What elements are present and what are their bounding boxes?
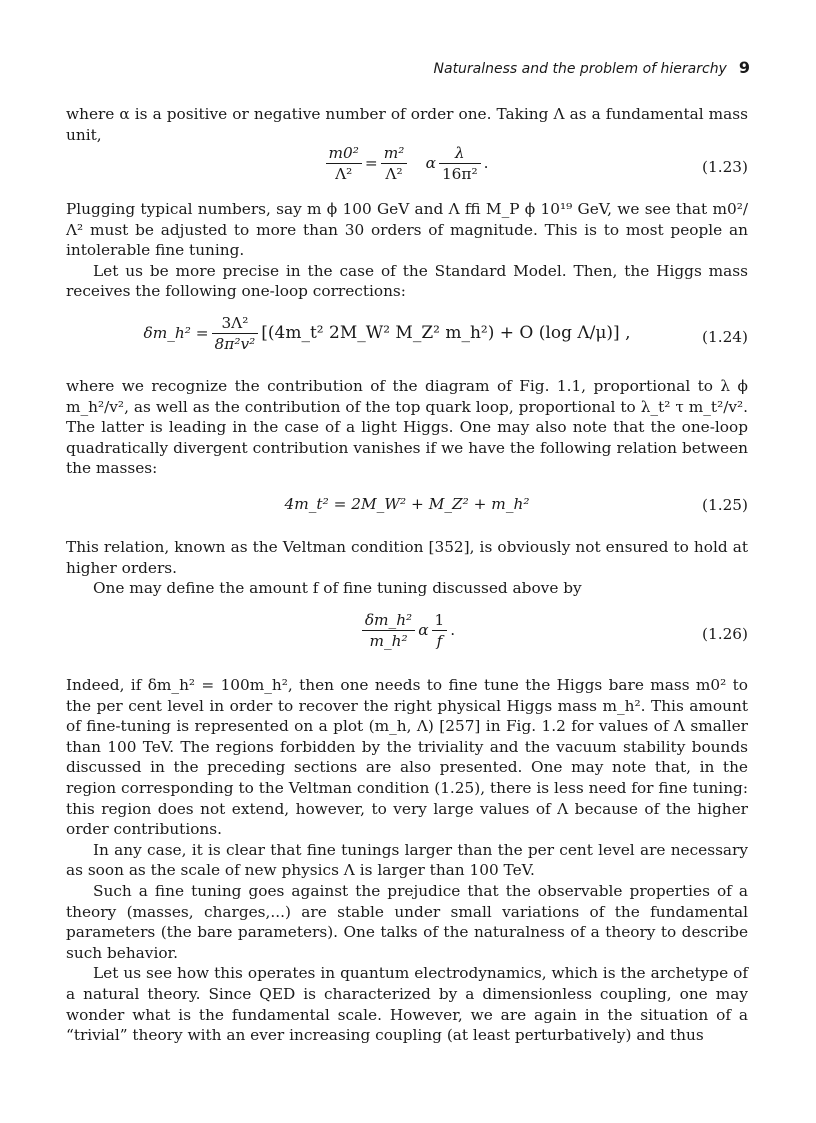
equation-1-24 [66, 314, 748, 362]
running-header [434, 58, 750, 77]
eq126-tail: . [450, 621, 456, 639]
eq124-prefactor-den: 8π²v² [214, 335, 256, 353]
eq123-number: (1.23) [702, 158, 748, 176]
paragraph-5 [66, 537, 748, 599]
eq123-rhs-den: 16π² [441, 165, 478, 183]
eq126-rhs-num: 1 [432, 611, 448, 631]
eq123-equals: = [364, 154, 378, 172]
eq124-lhs: δm_h² = [143, 324, 209, 342]
para1-text: where α is a positive or negative number of order one. Taking Λ as a fundamental mass unit, [66, 105, 748, 144]
eq123-rhs-num: λ [439, 144, 481, 164]
equation-1-25 [66, 494, 748, 520]
eq123-mid-num: m² [381, 144, 408, 164]
eq123-alpha: α [425, 154, 436, 172]
equation-1-23 [66, 144, 748, 192]
eq123-tail: . [483, 154, 489, 172]
para8-text: In any case, it is clear that fine tunings larger than the per cent level are necessary as soon as the scale of new physics Λ is larger than 100 TeV. [66, 840, 748, 880]
eq126-alpha: α [418, 621, 429, 639]
equation-1-26 [66, 611, 748, 659]
paragraph-2 [66, 199, 748, 302]
para10-text: Let us see how this operates in quantum electrodynamics, which is the archetype of a natural theory. Since QED is characterized by a dimensionless coupling, one may wonder what is the fundamental scale. However, we are again in the situation of a “trivial” theory with an ever increasing coupling (at least perturbatively) and thus [66, 964, 748, 1045]
eq126-lhs-num: δm_h² [362, 611, 415, 631]
para6-text: One may define the amount f of fine tuning discussed above by [93, 579, 582, 598]
eq124-prefactor-num: 3Λ² [212, 314, 259, 334]
paragraph-4 [66, 376, 748, 479]
eq123-lhs-num: m0² [326, 144, 362, 164]
para5-text: This relation, known as the Veltman condition [352], is obviously not ensured to hold at higher orders. [66, 538, 748, 577]
eq126-number: (1.26) [702, 625, 748, 643]
page-number: 9 [738, 58, 750, 77]
eq126-lhs-den: m_h² [369, 632, 408, 650]
eq126-rhs-den: f [436, 632, 443, 650]
para2-text: Plugging typical numbers, say m ϕ 100 GeV and Λ ﬃ M_P ϕ 10¹⁹ GeV, we see that m0²/Λ² must be adjusted to more than 30 orders of magnitude. This is to most people an intolerable fine tuning. [66, 200, 748, 260]
eq123-mid-den: Λ² [385, 165, 403, 183]
eq125-body: 4m_t² = 2M_W² + M_Z² + m_h² [284, 495, 530, 513]
para3-text: Let us be more precise in the case of the Standard Model. Then, the Higgs mass receives the following one-loop corrections: [66, 261, 748, 301]
eq123-lhs-den: Λ² [335, 165, 353, 183]
eq125-number: (1.25) [702, 496, 748, 514]
para4-text: where we recognize the contribution of the diagram of Fig. 1.1, proportional to λ ϕ m_h²/v², as well as the contribution of the top quark loop, proportional to λ_t² τ m_t²/v². The latter is leading in the case of a light Higgs. One may also note that the one-loop quadratically divergent contribution vanishes if we have the following relation between the masses: [66, 377, 748, 478]
eq124-number: (1.24) [702, 328, 748, 346]
paragraph-7 [66, 675, 748, 1046]
para9-text: Such a fine tuning goes against the prejudice that the observable properties of a theory (masses, charges,...) are stable under small variations of the fundamental parameters (the bare parameters). One talks of the naturalness of a theory to describe such behavior. [66, 881, 748, 962]
paragraph-1 [66, 104, 748, 145]
running-title: Naturalness and the problem of hierarchy [433, 61, 727, 77]
para7-text: Indeed, if δm_h² = 100m_h², then one needs to fine tune the Higgs bare mass m0² to the per cent level in order to recover the right physical Higgs mass m_h². This amount of fine-tuning is represented on a plot (m_h, Λ) [257] in Fig. 1.2 for values of Λ smaller than 100 TeV. The regions forbidden by the triviality and the vacuum stability bounds discussed in the preceding sections are also presented. One may note that, in the region corresponding to the Veltman condition (1.25), there is less need for fine tuning: this region does not extend, however, to very large values of Λ because of the higher order contributions. [66, 676, 748, 839]
eq124-body: [(4m_t² 2M_W² M_Z² m_h²) + O (log Λ/μ)] , [261, 323, 631, 343]
